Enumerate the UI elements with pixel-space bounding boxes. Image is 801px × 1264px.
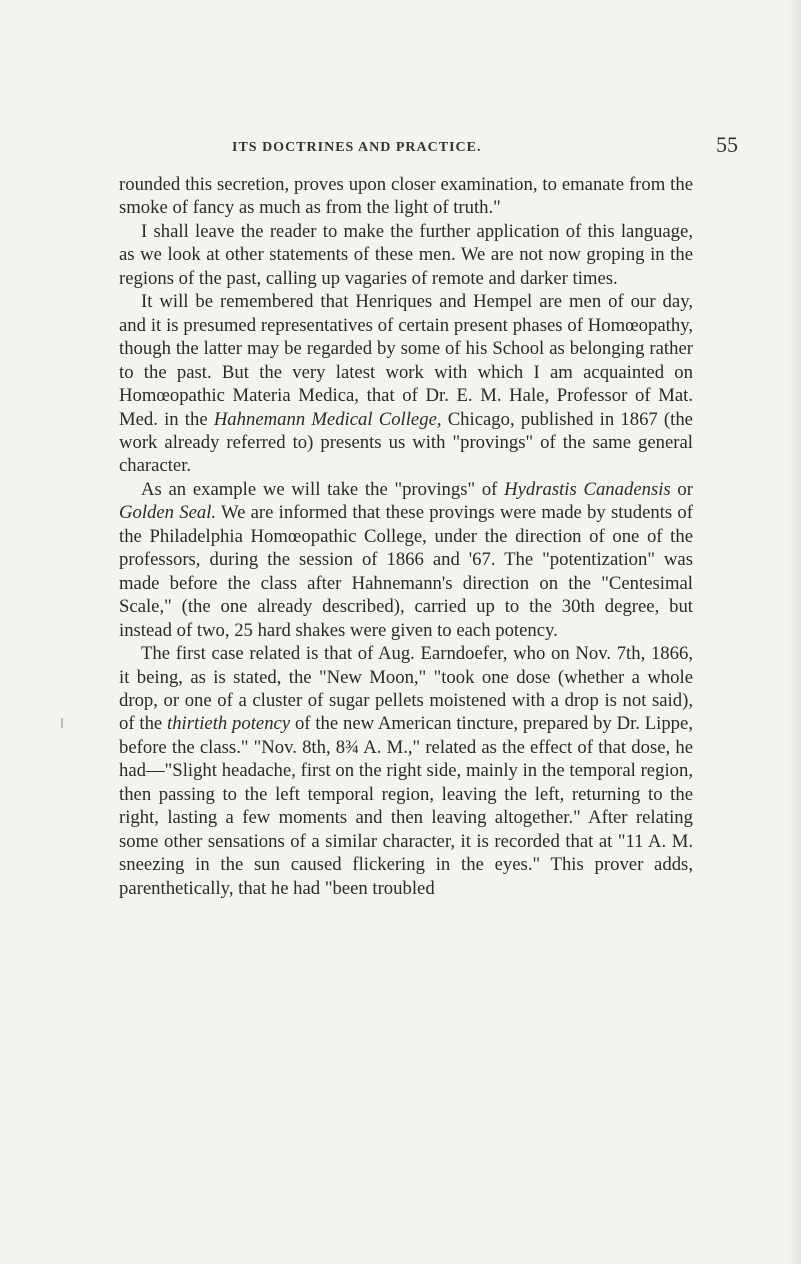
paragraph-2: I shall leave the reader to make the further application of this language, as we look at other statements of these men. We are not now groping in the regions of the past, calling up vagaries of remote and darker times. <box>119 220 693 289</box>
body-text <box>119 173 693 900</box>
golden-seal-name: Golden Seal. <box>119 502 217 524</box>
paragraph-3-text: It will be remembered that Henriques and Hempel are men of our day, and it is presumed representatives of certain present phases of Homœopathy, though the latter may be regarded by some of his School as belonging rather to the past. But the very latest work with which I am acquainted on Homœopathic Materia Medica, that of Dr. E. M. Hale, Professor of Mat. Med. in the <box>119 291 693 430</box>
paragraph-3-tail: Chicago, published in 1867 (the work already referred to) presents us with "provings" of the same general character. <box>119 408 693 477</box>
paragraph-5-tail: of the new American tincture, prepared by Dr. Lippe, before the class." "Nov. 8th, 8¾ A. M.," related as the effect of that dose, he had—"Slight headache, first on the right side, mainly in the temporal region, then passing to the left temporal region, leaving the left, returning to the right, lasting a few moments and then leaving altogether." After relating some other sensations of a similar character, it is recorded that at "11 A. M. sneezing in the sun caused flickering in the eyes." This prover adds, parenthetically, that he had "been troubled <box>119 713 693 899</box>
paragraph-5-text: The first case related is that of Aug. Earndoefer, who on Nov. 7th, 1866, it being, as is stated, the "New Moon," "took one dose (whether a whole drop, or one of a cluster of sugar pellets moistened with a drop is not said), of the <box>119 643 693 735</box>
page-number: 55 <box>716 132 738 157</box>
or-word: or <box>670 478 693 500</box>
running-head: ITS DOCTRINES AND PRACTICE. <box>232 140 482 155</box>
thirtieth-potency: thirtieth potency <box>167 713 291 735</box>
paragraph-5 <box>119 642 693 900</box>
paragraph-1: rounded this secretion, proves upon closer examination, to emanate from the smoke of fancy as much as from the light of truth." <box>119 174 693 219</box>
paragraph-3 <box>119 290 693 478</box>
paragraph-4-tail: We are informed that these provings were made by students of the Philadelphia Homœopathic College, under the direction of one of the professors, during the session of 1866 and '67. The "potentization" was made before the class after Hahnemann's direction on the "Centesimal Scale," (the one already described), carried up to the 30th degree, but instead of two, 25 hard shakes were given to each potency. <box>119 502 693 641</box>
page-edge-shadow <box>787 0 801 1264</box>
paragraph-4-text: As an example we will take the "provings" of <box>141 478 505 500</box>
college-name: Hahnemann Medical College, <box>213 408 442 430</box>
hydrastis-name: Hydrastis Canadensis <box>504 478 671 500</box>
page-speck <box>61 718 63 728</box>
paragraph-4 <box>119 478 693 642</box>
